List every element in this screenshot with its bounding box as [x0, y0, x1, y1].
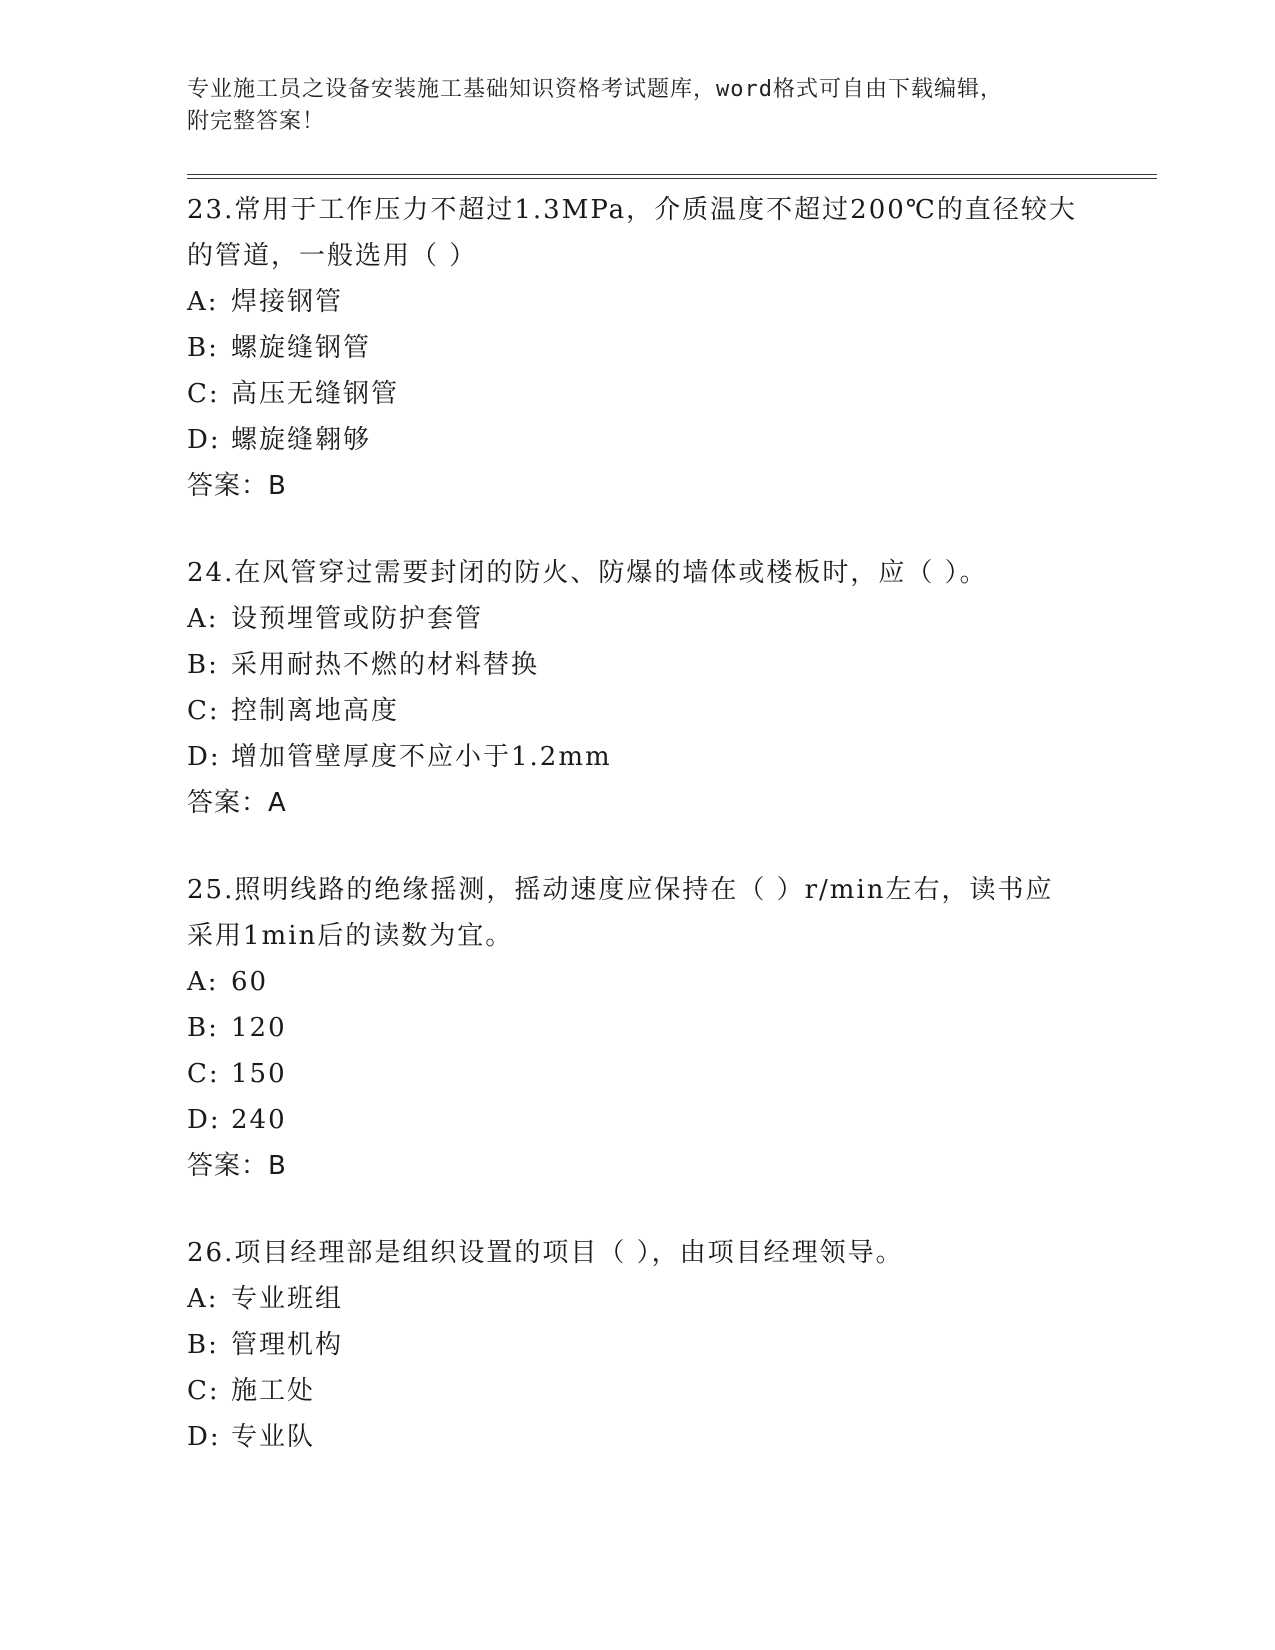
option-b	[187, 1005, 1157, 1051]
option-letter: C:	[187, 696, 220, 726]
question-stem	[187, 867, 1157, 959]
option-text: 采用耐热不燃的材料替换	[231, 650, 540, 680]
option-letter: B:	[187, 650, 219, 680]
answer-line: 答案：B	[187, 1151, 287, 1181]
option-text: 螺旋缝翱够	[231, 425, 372, 455]
option-a	[187, 279, 1157, 325]
option-letter: A:	[187, 967, 219, 997]
stem-line: 25.照明线路的绝缘摇测，摇动速度应保持在（ ）r/min左右，读书应	[187, 875, 1054, 905]
stem-line: 26.项目经理部是组织设置的项目（ ），由项目经理领导。	[187, 1238, 904, 1268]
question-24	[187, 550, 1157, 826]
option-letter: C:	[187, 379, 220, 409]
option-a	[187, 1276, 1157, 1322]
option-letter: B:	[187, 1013, 219, 1043]
document-header	[187, 74, 1157, 138]
option-text: 高压无缝钢管	[231, 379, 400, 409]
option-letter: D:	[187, 742, 221, 772]
option-letter: D:	[187, 425, 221, 455]
option-text: 焊接钢管	[231, 287, 344, 317]
option-b	[187, 1322, 1157, 1368]
option-b	[187, 325, 1157, 371]
header-line-1: 专业施工员之设备安装施工基础知识资格考试题库，word格式可自由下载编辑，	[187, 77, 1003, 102]
header-line-2: 附完整答案！	[187, 109, 326, 134]
option-text: 管理机构	[231, 1330, 344, 1360]
option-b	[187, 642, 1157, 688]
stem-line: 采用1min后的读数为宜。	[187, 921, 514, 951]
option-text: 螺旋缝钢管	[231, 333, 372, 363]
question-stem	[187, 1230, 1157, 1276]
option-a	[187, 959, 1157, 1005]
option-letter: C:	[187, 1376, 220, 1406]
question-stem	[187, 187, 1157, 279]
header-divider	[187, 174, 1157, 179]
option-text: 增加管壁厚度不应小于1.2mm	[231, 742, 612, 772]
option-c	[187, 688, 1157, 734]
option-text: 施工处	[231, 1376, 316, 1406]
option-text: 120	[231, 1013, 287, 1043]
option-letter: C:	[187, 1059, 220, 1089]
question-26	[187, 1230, 1157, 1460]
option-d	[187, 734, 1157, 780]
option-d	[187, 417, 1157, 463]
option-d	[187, 1097, 1157, 1143]
question-23	[187, 187, 1157, 509]
option-letter: D:	[187, 1422, 221, 1452]
option-text: 60	[231, 967, 269, 997]
answer-line: 答案：A	[187, 788, 287, 818]
document-page	[187, 74, 1157, 1501]
question-stem	[187, 550, 1157, 596]
option-c	[187, 1368, 1157, 1414]
answer-line: 答案：B	[187, 471, 287, 501]
option-c	[187, 1051, 1157, 1097]
option-c	[187, 371, 1157, 417]
option-text: 240	[231, 1105, 287, 1135]
stem-line: 的管道，一般选用（ ）	[187, 241, 478, 271]
stem-line: 23.常用于工作压力不超过1.3MPa，介质温度不超过200℃的直径较大	[187, 195, 1077, 225]
option-letter: B:	[187, 1330, 219, 1360]
option-letter: A:	[187, 604, 219, 634]
option-letter: D:	[187, 1105, 221, 1135]
option-letter: A:	[187, 287, 219, 317]
option-text: 设预埋管或防护套管	[231, 604, 484, 634]
option-letter: B:	[187, 333, 219, 363]
option-text: 150	[231, 1059, 287, 1089]
option-text: 专业班组	[231, 1284, 344, 1314]
option-text: 专业队	[231, 1422, 316, 1452]
option-d	[187, 1414, 1157, 1460]
option-a	[187, 596, 1157, 642]
option-letter: A:	[187, 1284, 219, 1314]
option-text: 控制离地高度	[231, 696, 400, 726]
question-25	[187, 867, 1157, 1189]
stem-line: 24.在风管穿过需要封闭的防火、防爆的墙体或楼板时，应（ ）。	[187, 558, 988, 588]
question-list	[187, 187, 1157, 1460]
